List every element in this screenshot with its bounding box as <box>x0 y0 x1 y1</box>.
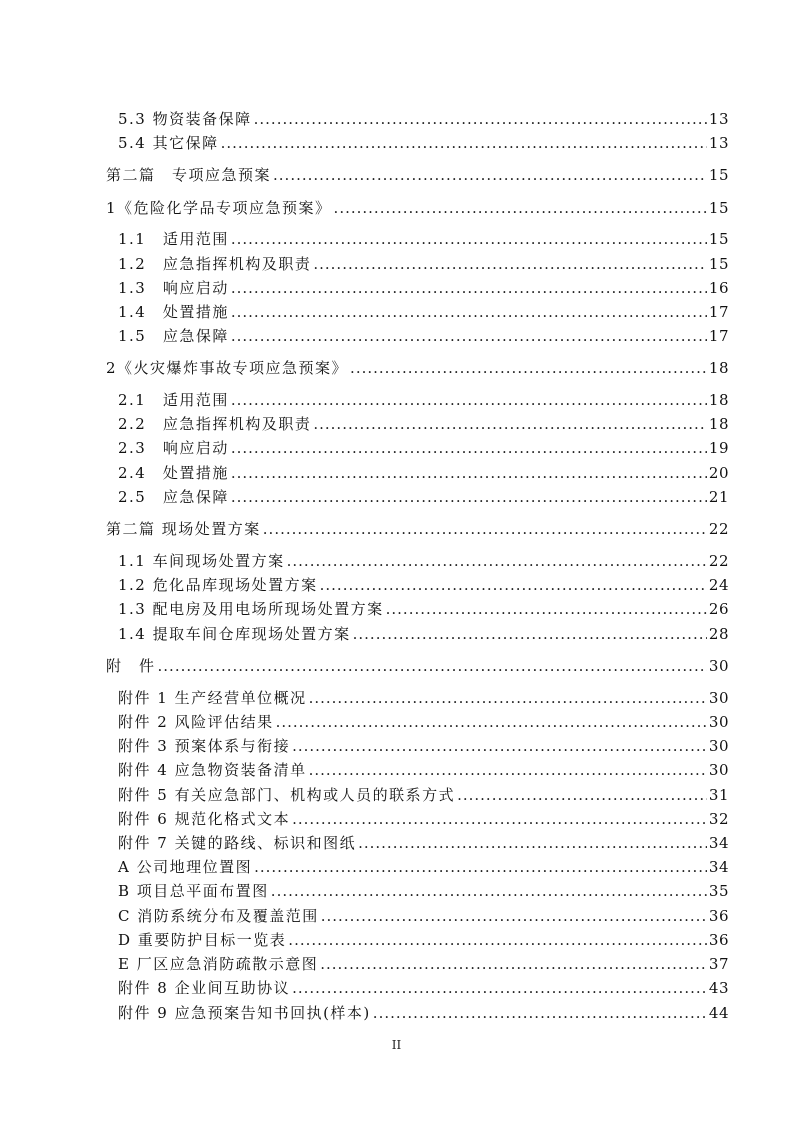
toc-entry-page: 16 <box>708 279 729 297</box>
toc-entry-page: 36 <box>708 931 729 949</box>
toc-entry-title: 1.5 应急保障 <box>118 327 229 345</box>
toc-entry-title: 1.2 危化品库现场处置方案 <box>118 576 318 594</box>
toc-entry-title: 附件 9 应急预案告知书回执(样本) <box>118 1004 371 1022</box>
toc-entry[interactable] <box>118 254 729 274</box>
toc-entry-page: 22 <box>708 520 729 538</box>
toc-entry-page: 20 <box>708 464 729 482</box>
toc-entry-page: 17 <box>708 327 729 345</box>
toc-entry[interactable] <box>118 857 729 877</box>
dot-leader <box>457 785 707 805</box>
toc-entry[interactable] <box>118 599 729 619</box>
toc-entry-title: 2.4 处置措施 <box>118 464 229 482</box>
toc-entry-page: 24 <box>708 576 729 594</box>
toc-entry-title: 附件 5 有关应急部门、机构或人员的联系方式 <box>118 786 456 804</box>
toc-entry[interactable] <box>106 358 729 378</box>
toc-entry[interactable] <box>118 760 729 780</box>
toc-entry-title: 1.3 配电房及用电场所现场处置方案 <box>118 600 384 618</box>
toc-entry-title: 1.4 处置措施 <box>118 303 229 321</box>
toc-entry[interactable] <box>118 736 729 756</box>
dot-leader <box>271 881 707 901</box>
toc-entry-title: 2.2 应急指挥机构及职责 <box>118 415 312 433</box>
dot-leader <box>231 229 707 249</box>
dot-leader <box>254 857 707 877</box>
toc-entry-page: 15 <box>708 230 729 248</box>
dot-leader <box>231 326 707 346</box>
toc-entry-title: 附件 7 关键的路线、标识和图纸 <box>118 834 357 852</box>
dot-leader <box>313 414 707 434</box>
toc-entry[interactable] <box>118 575 729 595</box>
dot-leader <box>231 438 707 458</box>
toc-entry-title: 附件 3 预案体系与衔接 <box>118 737 291 755</box>
toc-entry[interactable] <box>118 978 729 998</box>
dot-leader <box>287 551 707 571</box>
toc-entry[interactable] <box>118 414 729 434</box>
dot-leader <box>292 978 707 998</box>
toc-entry-page: 30 <box>708 737 729 755</box>
dot-leader <box>320 954 707 974</box>
toc-entry-title: 2.3 响应启动 <box>118 439 229 457</box>
toc-entry[interactable] <box>118 954 729 974</box>
dot-leader <box>276 712 707 732</box>
toc-entry[interactable] <box>106 198 729 218</box>
toc-entry[interactable] <box>118 463 729 483</box>
toc-entry[interactable] <box>106 165 729 185</box>
toc-entry-page: 13 <box>708 134 729 152</box>
toc-entry-title: 1.1 适用范围 <box>118 230 229 248</box>
dot-leader <box>313 254 707 274</box>
toc-entry-page: 26 <box>708 600 729 618</box>
toc-entry-page: 44 <box>708 1004 729 1022</box>
toc-entry[interactable] <box>118 326 729 346</box>
dot-leader <box>358 833 707 853</box>
dot-leader <box>386 599 707 619</box>
toc-entry-page: 28 <box>708 625 729 643</box>
toc-entry[interactable] <box>118 624 729 644</box>
toc-entry[interactable] <box>118 712 729 732</box>
toc-entry-title: 1.1 车间现场处置方案 <box>118 552 285 570</box>
toc-entry-title: 附件 8 企业间互助协议 <box>118 979 291 997</box>
dot-leader <box>231 302 707 322</box>
dot-leader <box>334 198 707 218</box>
dot-leader <box>321 906 707 926</box>
dot-leader <box>231 487 707 507</box>
toc-entry-title: 5.3 物资装备保障 <box>118 110 252 128</box>
toc-entry[interactable] <box>106 656 729 676</box>
dot-leader <box>273 165 707 185</box>
toc-entry-title: 第二篇 专项应急预案 <box>106 166 272 184</box>
dot-leader <box>353 624 707 644</box>
dot-leader <box>320 575 707 595</box>
toc-entry[interactable] <box>118 688 729 708</box>
toc-entry-page: 30 <box>708 761 729 779</box>
toc-entry-page: 43 <box>708 979 729 997</box>
toc-entry-title: E 厂区应急消防疏散示意图 <box>118 955 319 973</box>
toc-entry[interactable] <box>118 881 729 901</box>
toc-entry-page: 18 <box>708 391 729 409</box>
toc-entry-page: 18 <box>708 359 729 377</box>
toc-entry-page: 30 <box>708 689 729 707</box>
toc-entry-title: 5.4 其它保障 <box>118 134 219 152</box>
dot-leader <box>309 760 707 780</box>
toc-entry[interactable] <box>118 487 729 507</box>
toc-entry[interactable] <box>118 390 729 410</box>
toc-entry[interactable] <box>118 302 729 322</box>
toc-entry-page: 13 <box>708 110 729 128</box>
toc-entry-page: 22 <box>708 552 729 570</box>
toc-entry-page: 15 <box>708 255 729 273</box>
toc-entry-title: 附件 4 应急物资装备清单 <box>118 761 307 779</box>
toc-entry-title: 附件 6 规范化格式文本 <box>118 810 291 828</box>
toc-entry[interactable] <box>106 519 729 539</box>
toc-entry[interactable] <box>118 785 729 805</box>
dot-leader <box>309 688 707 708</box>
toc-entry-title: C 消防系统分布及覆盖范围 <box>118 907 319 925</box>
toc-entry[interactable] <box>118 109 729 129</box>
toc-entry-page: 15 <box>708 199 729 217</box>
toc-entry-title: B 项目总平面布置图 <box>118 882 269 900</box>
toc-entry-title: 1.4 提取车间仓库现场处置方案 <box>118 625 351 643</box>
dot-leader <box>231 463 707 483</box>
toc-entry[interactable] <box>118 930 729 950</box>
toc-entry-page: 34 <box>708 834 729 852</box>
toc-entry-page: 36 <box>708 907 729 925</box>
toc-entry-page: 37 <box>708 955 729 973</box>
toc-entry-title: 2《火灾爆炸事故专项应急预案》 <box>106 359 349 377</box>
dot-leader <box>292 736 707 756</box>
toc-entry[interactable] <box>118 906 729 926</box>
toc-entry-title: 2.5 应急保障 <box>118 488 229 506</box>
toc-entry-page: 18 <box>708 415 729 433</box>
dot-leader <box>221 133 707 153</box>
toc-entry[interactable] <box>118 1003 729 1023</box>
toc-entry-title: A 公司地理位置图 <box>118 858 253 876</box>
toc-entry-title: 2.1 适用范围 <box>118 391 229 409</box>
toc-entry-title: 附件 1 生产经营单位概况 <box>118 689 307 707</box>
dot-leader <box>350 358 707 378</box>
toc-entry-page: 30 <box>708 713 729 731</box>
page-number: II <box>391 1038 402 1052</box>
dot-leader <box>254 109 707 129</box>
toc-entry-page: 32 <box>708 810 729 828</box>
dot-leader <box>231 390 707 410</box>
dot-leader <box>158 656 707 676</box>
toc-entry[interactable] <box>118 551 729 571</box>
toc-entry-page: 21 <box>708 488 729 506</box>
dot-leader <box>373 1003 707 1023</box>
dot-leader <box>292 809 707 829</box>
dot-leader <box>263 519 707 539</box>
toc-entry-page: 30 <box>708 657 729 675</box>
toc-entry-page: 34 <box>708 858 729 876</box>
dot-leader <box>288 930 707 950</box>
toc-entry-title: 附件 2 风险评估结果 <box>118 713 274 731</box>
toc-entry-title: 第二篇 现场处置方案 <box>106 520 261 538</box>
toc-entry-title: 1《危险化学品专项应急预案》 <box>106 199 332 217</box>
dot-leader <box>231 278 707 298</box>
toc-entry[interactable] <box>118 438 729 458</box>
toc-entry[interactable] <box>118 278 729 298</box>
toc-entry[interactable] <box>118 809 729 829</box>
toc-entry[interactable] <box>118 133 729 153</box>
toc-entry-page: 15 <box>708 166 729 184</box>
toc-entry-page: 31 <box>708 786 729 804</box>
toc-entry-page: 35 <box>708 882 729 900</box>
toc-entry-title: D 重要防护目标一览表 <box>118 931 287 949</box>
toc-entry-title: 1.2 应急指挥机构及职责 <box>118 255 312 273</box>
toc-entry-page: 17 <box>708 303 729 321</box>
toc-entry-title: 1.3 响应启动 <box>118 279 229 297</box>
toc-entry-page: 19 <box>708 439 729 457</box>
toc-entry[interactable] <box>118 229 729 249</box>
toc-entry[interactable] <box>118 833 729 853</box>
toc-entry-title: 附 件 <box>106 657 156 675</box>
